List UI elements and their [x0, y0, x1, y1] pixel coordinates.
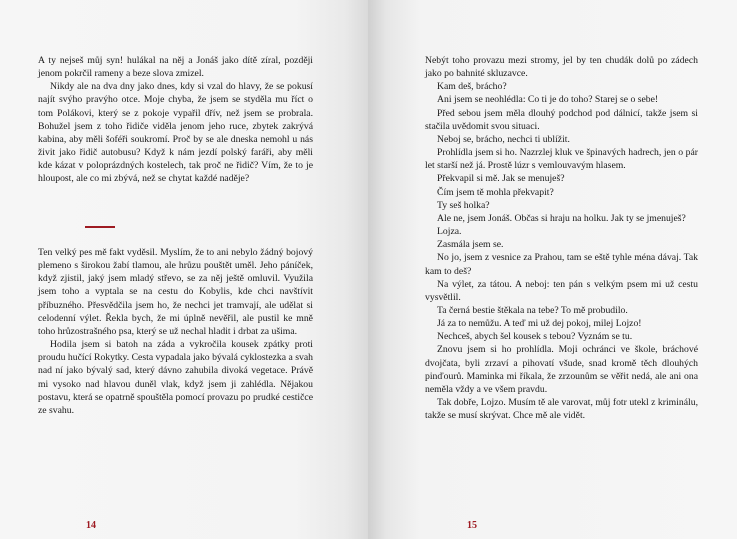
- paragraph: Ta černá bestie štěkala na tebe? To mě probudilo.: [437, 304, 628, 316]
- paragraph: Tak dobře, Lojzo. Musím tě ale varovat, můj fotr utekl z kriminálu, takže se musí skrývat. Chce mě ale vidět.: [425, 397, 698, 422]
- paragraph: Znovu jsem si ho prohlídla. Moji ochránci ve škole, bráchové dvojčata, byli zrzaví a pihovatí všude, snad kromě těch dlouhých pinďourů. Maminka mi říkala, že zrzounům se věřit nedá, ale ani ona neměla vždy a ve všem pravdu.: [425, 344, 698, 395]
- right-text-block: [425, 54, 698, 422]
- paragraph: Ten velký pes mě fakt vyděsil. Myslím, že to ani nebylo žádný bojový plemeno s širokou žabí tlamou, ale hrůzu pouštět uměl. Jeho páníček, když zjistil, jaký jsem mladý střevo, se za něj ještě omluvil. Využila jsem toho a vyptala se na cestu do Kobylis, kde chci navštívit příbuzného. Přesvědčila jsem ho, že nechci jet tramvají, ale udělat si celodenní výlet. Řekla bych, že mi úplně nevěřil, ale pustil ke mně toho hrůzostrašného psa, který se už nechal hladit i drbat za ušima.: [38, 247, 313, 337]
- page-number-left: 14: [86, 520, 96, 531]
- paragraph: Hodila jsem si batoh na záda a vykročila kousek zpátky proti proudu hučící Rokytky. Cesta vypadala jako bývalá cyklostezka a svah nad ní jako bývalý sad, který dávno zahubila divoká vegetace. Právě mi vysoko nad hlavou duněl vlak, když jsem ji zahlédla. Nějakou postavu, která se opatrně spouštěla pomocí provazu po prudké cestičce ze svahu.: [38, 339, 313, 416]
- paragraph: Já za to nemůžu. A teď mi už dej pokoj, milej Lojzo!: [437, 318, 642, 330]
- paragraph: Nechceš, abych šel kousek s tebou? Vyznám se tu.: [437, 331, 633, 343]
- paragraph: Na výlet, za tátou. A neboj: ten pán s velkým psem mi už cestu vysvětlil.: [425, 278, 698, 303]
- section-divider: [85, 226, 115, 228]
- paragraph: A ty nejseš můj syn! hulákal na něj a Jonáš jako dítě zíral, později jenom pokrčil rameny a beze slova zmizel.: [38, 55, 313, 80]
- paragraph: Ale ne, jsem Jonáš. Občas si hraju na holku. Jak ty se jmenuješ?: [437, 212, 686, 224]
- paragraph: Ty seš holka?: [437, 199, 490, 211]
- paragraph: Nebýt toho provazu mezi stromy, jel by ten chudák dolů po zádech jako po bahnité skluzavce.: [425, 55, 698, 80]
- paragraph: Překvapil si mě. Jak se menuješ?: [437, 173, 565, 185]
- paragraph: Nikdy ale na dva dny jako dnes, kdy si vzal do hlavy, že se pokusí najít svýho pravýho otce. Moje chyba, že jsem se styděla mu říct o tom Polákovi, který se z pokoje vypařil dřív, než jsem se probrala. Bohužel jsem z toho řidiče viděla jenom jeho ruce, zbytek zakrývá kabina, aby měli šoféři soukromí. Proč by se ale dneska nemohl u nás živit jako řidič autobusu? Když k nám jezdí polský faráři, aby měli kde kázat v poloprázdných kostelech, tak proč ne řidič? Vím, že to je hloupost, ale co mi zbývá, než se chytat každé naděje?: [38, 81, 313, 185]
- left-page: [0, 0, 368, 539]
- paragraph: No jo, jsem z vesnice za Prahou, tam se eště tyhle ména dávaj. Tak kam to deš?: [425, 252, 698, 277]
- left-section-two: [38, 246, 313, 417]
- paragraph: Prohlídla jsem si ho. Nazrzlej kluk ve špinavých hadrech, jen o pár let starší než já. Prostě lúzr s vemlouvavým hlasem.: [425, 147, 698, 172]
- paragraph: Ani jsem se neohlédla: Co ti je do toho? Starej se o sebe!: [437, 94, 659, 106]
- paragraph: Čím jsem tě mohla překvapit?: [437, 186, 554, 198]
- paragraph: Zasmála jsem se.: [437, 239, 504, 251]
- paragraph: Kam deš, brácho?: [437, 81, 507, 93]
- page-number-right: 15: [467, 520, 477, 531]
- paragraph: Neboj se, brácho, nechci ti ublížit.: [437, 133, 570, 145]
- paragraph: Lojza.: [437, 226, 462, 238]
- left-section-one: [38, 54, 313, 186]
- paragraph: Před sebou jsem měla dlouhý podchod pod dálnicí, takže jsem si stačila uvědomit svou situaci.: [425, 107, 698, 132]
